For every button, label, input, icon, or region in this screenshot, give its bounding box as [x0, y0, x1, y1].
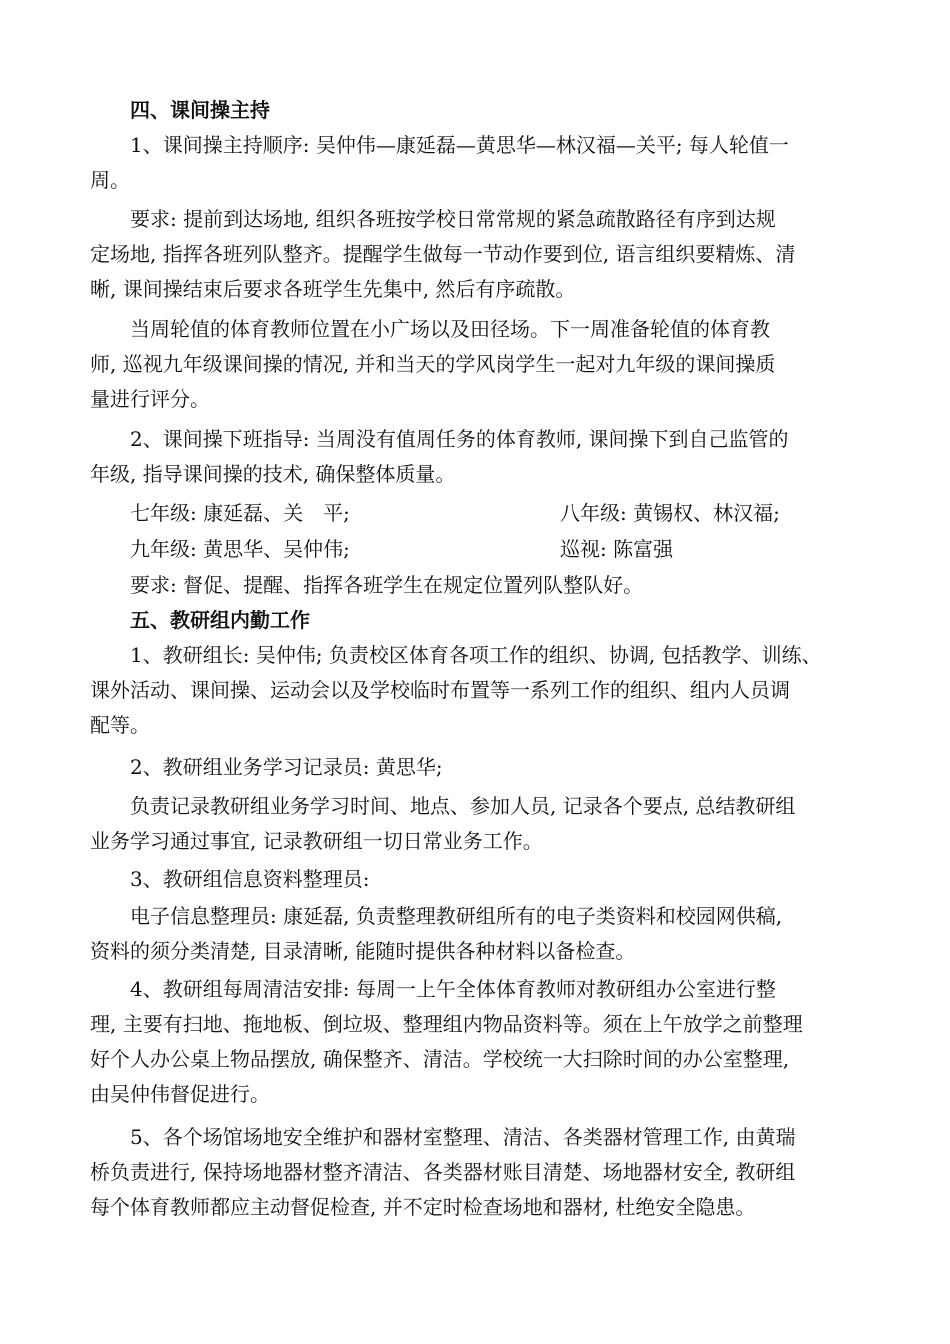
section-5	[90, 603, 860, 743]
paragraph-line: 电子信息整理员: 康延磊, 负责整理教研组所有的电子类资料和校园网供稿,	[130, 904, 783, 928]
paragraph-line: 配等。	[90, 713, 150, 737]
grade-row	[90, 532, 860, 567]
patrol-assignment: 巡视: 陈富强	[560, 537, 674, 561]
paragraph-line: 5、各个场馆场地安全维护和器材室整理、清洁、各类器材管理工作, 由黄瑞	[130, 1125, 796, 1149]
grade-assignments	[90, 496, 860, 603]
paragraph-line: 定场地, 指挥各班列队整齐。提醒学生做每一节动作要到位, 语言组织要精炼、清	[90, 242, 796, 266]
paragraph-line: 量进行评分。	[90, 387, 210, 411]
paragraph-line: 2、教研组业务学习记录员: 黄思华;	[130, 755, 443, 779]
section-4	[90, 93, 860, 198]
paragraph-line: 负责记录教研组业务学习时间、地点、参加人员, 记录各个要点, 总结教研组	[130, 794, 796, 818]
paragraph-line: 2、课间操下班指导: 当周没有值周任务的体育教师, 课间操下到自己监管的	[130, 427, 789, 451]
section-4-heading: 四、课间操主持	[130, 98, 270, 122]
paragraph-line: 4、教研组每周清洁安排: 每周一上午全体体育教师对教研组办公室进行整	[130, 977, 776, 1001]
item-5-3	[90, 862, 860, 969]
item-5-4	[90, 972, 860, 1112]
item-2-paragraph	[90, 422, 860, 492]
paragraph-line: 年级, 指导课间操的技术, 确保整体质量。	[90, 462, 456, 486]
duty-paragraph	[90, 312, 860, 417]
requirement-paragraph-1	[90, 202, 860, 307]
paragraph-line: 1、课间操主持顺序: 吴仲伟—康延磊—黄思华—林汉福—关平; 每人轮值一	[130, 133, 789, 157]
paragraph-line: 好个人办公桌上物品摆放, 确保整齐、清洁。学校统一大扫除时间的办公室整理,	[90, 1047, 790, 1071]
paragraph-line: 桥负责进行, 保持场地器材整齐清洁、各类器材账目清楚、场地器材安全, 教研组	[90, 1160, 796, 1184]
item-5-5	[90, 1120, 860, 1225]
paragraph-line: 3、教研组信息资料整理员:	[130, 867, 370, 891]
paragraph-line: 理, 主要有扫地、拖地板、倒垃圾、整理组内物品资料等。须在上午放学之前整理	[90, 1012, 803, 1036]
item-5-2	[90, 750, 860, 859]
grade-row	[90, 496, 860, 531]
paragraph-line: 业务学习通过事宜, 记录教研组一切日常业务工作。	[90, 829, 543, 853]
grade-9-assignment: 九年级: 黄思华、吴仲伟;	[130, 537, 350, 561]
paragraph-line: 当周轮值的体育教师位置在小广场以及田径场。下一周准备轮值的体育教	[130, 317, 770, 341]
paragraph-line: 要求: 提前到达场地, 组织各班按学校日常常规的紧急疏散路径有序到达规	[130, 207, 776, 231]
paragraph-line: 课外活动、课间操、运动会以及学校临时布置等一系列工作的组织、组内人员调	[90, 678, 790, 702]
paragraph-line: 由吴仲伟督促进行。	[90, 1082, 270, 1106]
paragraph-line: 师, 巡视九年级课间操的情况, 并和当天的学风岗学生一起对九年级的课间操质	[90, 352, 776, 376]
grade-7-assignment: 七年级: 康延磊、关 平;	[130, 501, 350, 525]
paragraph-line: 资料的须分类清楚, 目录清晰, 能随时提供各种材料以备检查。	[90, 939, 636, 963]
paragraph-line: 周。	[90, 168, 130, 192]
section-5-heading: 五、教研组内勤工作	[130, 608, 310, 632]
paragraph-line: 每个体育教师都应主动督促检查, 并不定时检查场地和器材, 杜绝安全隐患。	[90, 1195, 756, 1219]
paragraph-line: 要求: 督促、提醒、指挥各班学生在规定位置列队整队好。	[130, 573, 644, 597]
paragraph-line: 1、教研组长: 吴仲伟; 负责校区体育各项工作的组织、协调, 包括教学、训练、	[130, 643, 822, 667]
paragraph-line: 晰, 课间操结束后要求各班学生先集中, 然后有序疏散。	[90, 277, 576, 301]
grade-8-assignment: 八年级: 黄锡权、林汉福;	[560, 501, 780, 525]
